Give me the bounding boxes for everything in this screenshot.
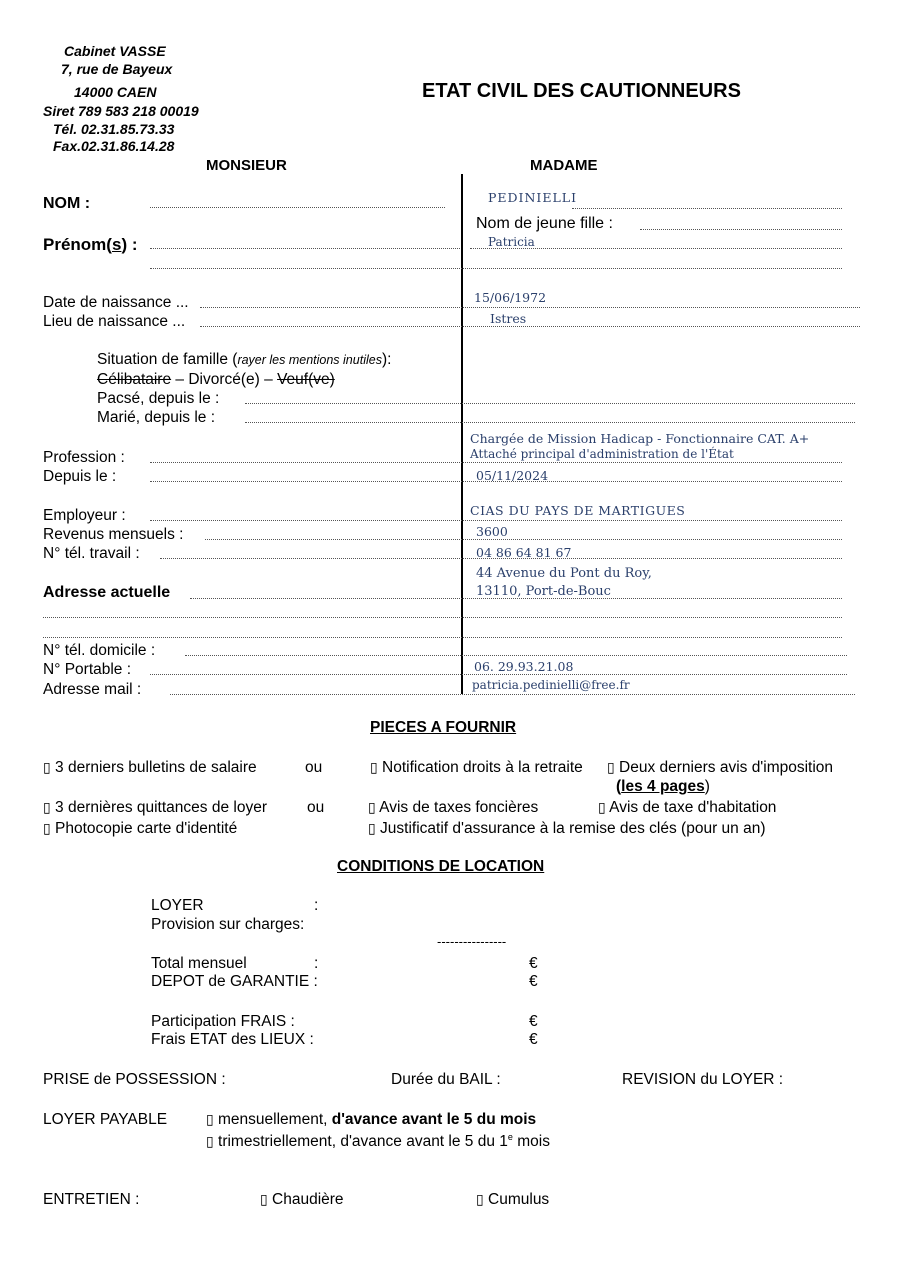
checkbox-icon[interactable]: ▯ <box>368 820 376 836</box>
label-date-naissance: Date de naissance ... <box>43 294 189 311</box>
field-adresse-2[interactable] <box>43 617 842 618</box>
value-tel-travail-madame[interactable]: 04 86 64 81 67 <box>476 545 572 560</box>
label-mail: Adresse mail : <box>43 681 142 698</box>
label-revision-loyer: REVISION du LOYER : <box>622 1071 784 1088</box>
checkbox-icon[interactable]: ▯ <box>43 799 51 815</box>
piece-imposition[interactable]: ▯ Deux derniers avis d'imposition <box>607 759 834 776</box>
checkbox-icon[interactable]: ▯ <box>43 820 51 836</box>
label-total-colon: : <box>314 955 319 972</box>
label-jeune-fille: Nom de jeune fille : <box>476 215 613 232</box>
piece-note: (les 4 pages) <box>616 778 710 795</box>
checkbox-icon[interactable]: ▯ <box>476 1191 484 1207</box>
checkbox-icon[interactable]: ▯ <box>260 1191 268 1207</box>
field-jeune-fille[interactable] <box>640 229 842 230</box>
column-divider <box>461 174 463 694</box>
label-lieu-naissance: Lieu de naissance ... <box>43 313 186 330</box>
value-nom-madame[interactable]: PEDINIELLI <box>488 190 578 205</box>
label-adresse: Adresse actuelle <box>43 584 171 601</box>
piece-retraite[interactable]: ▯ Notification droits à la retraite <box>370 759 583 776</box>
piece-ou-2: ou <box>307 799 325 816</box>
section-pieces-title: PIECES A FOURNIR <box>370 719 517 736</box>
value-profession-2[interactable]: Attaché principal d'administration de l'État <box>470 447 734 461</box>
checkbox-icon[interactable]: ▯ <box>43 759 51 775</box>
field-tel-domicile[interactable] <box>185 655 847 656</box>
euro-frais-etat: € <box>529 1031 538 1048</box>
section-conditions-title: CONDITIONS DE LOCATION <box>337 858 545 875</box>
piece-quittances[interactable]: ▯ 3 dernières quittances de loyer <box>43 799 267 816</box>
field-profession[interactable] <box>150 462 842 463</box>
field-lieu-naissance[interactable] <box>200 326 860 327</box>
label-portable: N° Portable : <box>43 661 132 678</box>
checkbox-icon[interactable]: ▯ <box>370 759 378 775</box>
field-nom-monsieur[interactable] <box>150 207 445 208</box>
piece-assurance[interactable]: ▯ Justificatif d'assurance à la remise des clés (pour un an) <box>368 820 766 837</box>
situation-options[interactable]: Célibataire – Divorcé(e) – Veuf(ve) <box>97 371 335 388</box>
agency-siret: Siret 789 583 218 00019 <box>43 103 199 119</box>
label-tel-travail: N° tél. travail : <box>43 545 140 562</box>
piece-taxes-foncieres[interactable]: ▯ Avis de taxes foncières <box>368 799 539 816</box>
field-prenom-madame[interactable] <box>470 248 842 249</box>
label-participation: Participation FRAIS : <box>151 1013 295 1030</box>
agency-city: 14000 CAEN <box>74 84 157 100</box>
field-pacse[interactable] <box>245 403 855 404</box>
agency-street: 7, rue de Bayeux <box>61 61 173 77</box>
label-frais-etat: Frais ETAT des LIEUX : <box>151 1031 314 1048</box>
label-nom: NOM : <box>43 195 91 212</box>
label-situation: Situation de famille (rayer les mentions inutiles): <box>97 351 392 368</box>
agency-phone: Tél. 02.31.85.73.33 <box>53 121 175 137</box>
euro-total: € <box>529 955 538 972</box>
label-prenom: Prénom(s) : <box>43 235 138 254</box>
checkbox-icon[interactable]: ▯ <box>368 799 376 815</box>
label-entretien: ENTRETIEN : <box>43 1191 140 1208</box>
piece-taxe-habitation[interactable]: ▯ Avis de taxe d'habitation <box>598 799 777 816</box>
checkbox-icon[interactable]: ▯ <box>206 1133 214 1150</box>
label-tel-domicile: N° tél. domicile : <box>43 642 156 659</box>
value-depuis-madame[interactable]: 05/11/2024 <box>476 468 549 483</box>
value-prenom-madame[interactable]: Patricia <box>488 235 535 249</box>
field-portable[interactable] <box>150 674 847 675</box>
label-loyer: LOYER <box>151 897 204 914</box>
value-profession-1[interactable]: Chargée de Mission Hadicap - Fonctionnaire CAT. A+ <box>470 431 810 446</box>
option-chaudiere[interactable]: ▯ Chaudière <box>260 1191 344 1208</box>
field-prenom-line2[interactable] <box>150 268 842 269</box>
label-loyer-colon: : <box>314 897 319 914</box>
label-prise-possession: PRISE de POSSESSION : <box>43 1071 226 1088</box>
field-employeur[interactable] <box>150 520 842 521</box>
checkbox-icon[interactable]: ▯ <box>607 759 615 775</box>
field-revenus[interactable] <box>205 539 842 540</box>
total-separator: ---------------- <box>437 934 507 949</box>
column-madame: MADAME <box>530 157 598 174</box>
option-cumulus[interactable]: ▯ Cumulus <box>476 1191 550 1208</box>
value-adresse-2[interactable]: 13110, Port-de-Bouc <box>476 584 611 599</box>
checkbox-icon[interactable]: ▯ <box>206 1111 214 1127</box>
field-adresse-1[interactable] <box>190 598 842 599</box>
label-duree-bail: Durée du BAIL : <box>391 1071 501 1088</box>
label-depot: DEPOT de GARANTIE : <box>151 973 318 990</box>
column-monsieur: MONSIEUR <box>206 157 287 174</box>
agency-fax: Fax.02.31.86.14.28 <box>53 138 175 154</box>
value-adresse-1[interactable]: 44 Avenue du Pont du Roy, <box>476 566 652 581</box>
label-loyer-payable: LOYER PAYABLE <box>43 1111 168 1128</box>
piece-bulletins[interactable]: ▯ 3 derniers bulletins de salaire <box>43 759 257 776</box>
piece-ou-1: ou <box>305 759 323 776</box>
value-lieu-naissance-madame[interactable]: Istres <box>490 311 527 326</box>
value-date-naissance-madame[interactable]: 15/06/1972 <box>474 290 547 305</box>
field-nom-madame[interactable] <box>572 208 842 209</box>
label-marie: Marié, depuis le : <box>97 409 216 426</box>
label-employeur: Employeur : <box>43 507 126 524</box>
value-mail-madame[interactable]: patricia.pedinielli@free.fr <box>472 678 630 692</box>
value-revenus-madame[interactable]: 3600 <box>476 524 508 539</box>
checkbox-icon[interactable]: ▯ <box>598 799 606 815</box>
euro-depot: € <box>529 973 538 990</box>
field-mail[interactable] <box>170 694 855 695</box>
page-title: ETAT CIVIL DES CAUTIONNEURS <box>422 80 741 102</box>
value-portable-madame[interactable]: 06. 29.93.21.08 <box>474 659 574 674</box>
piece-identite[interactable]: ▯ Photocopie carte d'identité <box>43 820 238 837</box>
value-employeur-madame[interactable]: CIAS DU PAYS DE MARTIGUES <box>470 503 686 518</box>
option-trimestriellement[interactable]: ▯ trimestriellement, d'avance avant le 5 du 1e mois <box>206 1132 550 1151</box>
label-revenus: Revenus mensuels : <box>43 526 184 543</box>
label-pacse: Pacsé, depuis le : <box>97 390 220 407</box>
label-depuis: Depuis le : <box>43 468 117 485</box>
field-date-naissance[interactable] <box>200 307 860 308</box>
label-profession: Profession : <box>43 449 125 466</box>
field-adresse-3[interactable] <box>43 637 842 638</box>
label-total: Total mensuel <box>151 955 247 972</box>
field-marie[interactable] <box>245 422 855 423</box>
label-provision: Provision sur charges: <box>151 916 305 933</box>
option-mensuellement[interactable]: ▯ mensuellement, d'avance avant le 5 du mois <box>206 1111 537 1128</box>
agency-name: Cabinet VASSE <box>64 43 166 59</box>
euro-participation: € <box>529 1013 538 1030</box>
field-prenom-monsieur[interactable] <box>150 248 460 249</box>
